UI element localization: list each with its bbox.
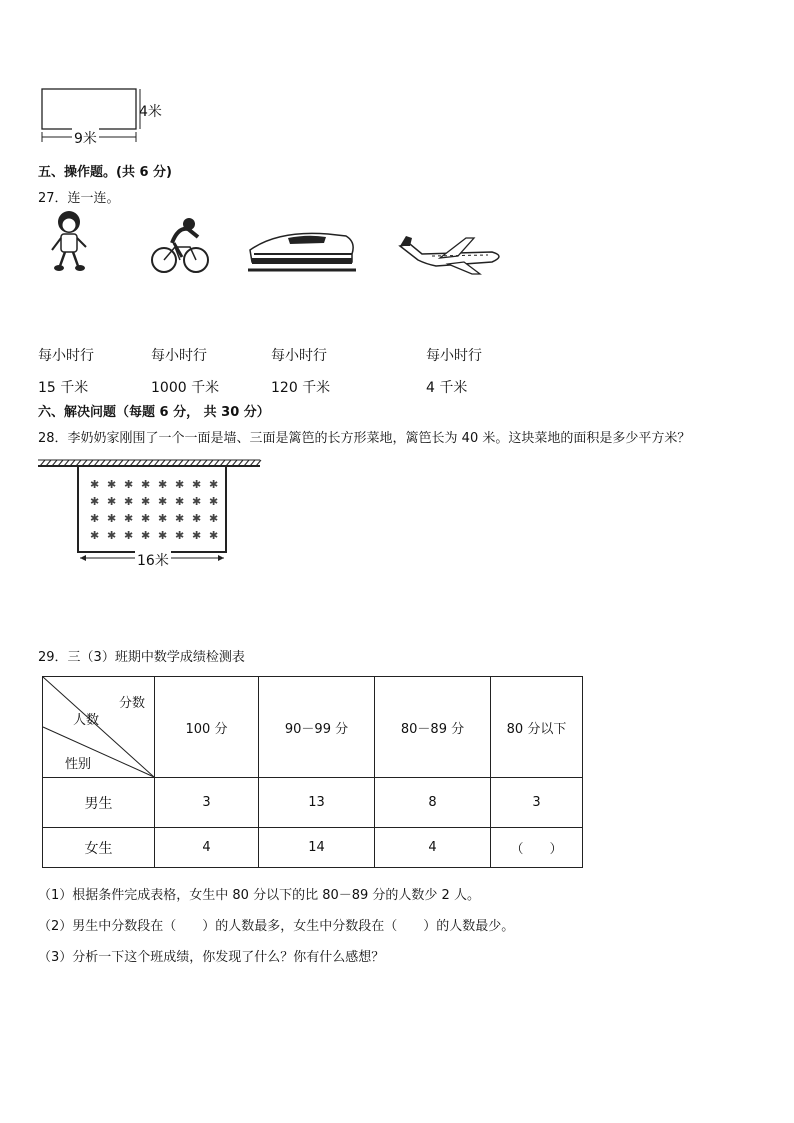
plant-mark: ✱ — [175, 478, 185, 491]
table-cell: 8 — [375, 778, 491, 828]
speed-card-1-line2: 15 千米 — [38, 380, 89, 396]
grade-table — [42, 676, 583, 868]
section-5-title: 五、操作题。(共 6 分) — [38, 165, 172, 180]
table-cell: 3 — [155, 778, 259, 828]
plant-mark: ✱ — [192, 529, 202, 542]
plant-mark: ✱ — [90, 495, 100, 508]
plant-mark: ✱ — [192, 495, 202, 508]
corner-label-gender: 性别 — [65, 757, 92, 772]
plant-mark: ✱ — [107, 478, 117, 491]
garden-length-label: 16米 — [135, 550, 171, 570]
airplane-picture — [396, 236, 508, 276]
answer-blank-cell[interactable]: （ ） — [491, 828, 583, 868]
rect-height-label: 4米 — [139, 104, 162, 120]
plant-mark: ✱ — [124, 478, 134, 491]
column-header: 80－89 分 — [375, 677, 491, 778]
q29-title: 29．三（3）班期中数学成绩检测表 — [38, 650, 245, 665]
table-cell: 4 — [375, 828, 491, 868]
q29-sub-question-3: （3）分析一下这个班成绩，你发现了什么？你有什么感想？ — [38, 950, 385, 965]
plant-mark: ✱ — [124, 529, 134, 542]
plant-mark: ✱ — [90, 512, 100, 525]
plant-mark: ✱ — [90, 529, 100, 542]
plant-mark: ✱ — [158, 512, 168, 525]
plant-mark: ✱ — [141, 529, 151, 542]
table-row — [43, 828, 583, 868]
rect-width-label: 9米 — [72, 128, 99, 148]
table-cell: 3 — [491, 778, 583, 828]
plant-mark: ✱ — [158, 495, 168, 508]
speed-card-2-line1: 每小时行 — [151, 348, 207, 364]
speed-card-4-line2: 4 千米 — [426, 380, 468, 396]
plant-mark: ✱ — [90, 478, 100, 491]
plant-mark: ✱ — [209, 495, 219, 508]
q29-sub-question-1: （1）根据条件完成表格，女生中 80 分以下的比 80－89 分的人数少 2 人。 — [38, 888, 480, 903]
table-cell: 4 — [155, 828, 259, 868]
plant-mark: ✱ — [124, 512, 134, 525]
row-label-boys: 男生 — [43, 778, 155, 828]
speed-card-3-line2: 120 千米 — [271, 380, 331, 396]
plant-mark: ✱ — [141, 512, 151, 525]
speed-card-3-line1: 每小时行 — [271, 348, 327, 364]
speed-card-4-line1: 每小时行 — [426, 348, 482, 364]
plant-mark: ✱ — [141, 478, 151, 491]
speed-card-2-line2: 1000 千米 — [151, 380, 220, 396]
q28-text: 28．李奶奶家刚围了一个一面是墙、三面是篱笆的长方形菜地，篱笆长为 40 米。这块菜地的面积是多少平方米？ — [38, 431, 691, 446]
q27-prompt: 27．连一连。 — [38, 191, 120, 206]
plant-mark: ✱ — [175, 512, 185, 525]
plant-mark: ✱ — [175, 495, 185, 508]
plant-mark: ✱ — [158, 478, 168, 491]
table-corner-cell — [43, 677, 155, 778]
cyclist-picture — [150, 217, 210, 275]
column-header: 90－99 分 — [259, 677, 375, 778]
table-cell: 14 — [259, 828, 375, 868]
plant-mark: ✱ — [107, 529, 117, 542]
plant-mark: ✱ — [124, 495, 134, 508]
plant-mark: ✱ — [141, 495, 151, 508]
corner-label-score: 分数 — [119, 696, 146, 711]
high-speed-train-picture — [248, 228, 358, 276]
column-header: 100 分 — [155, 677, 259, 778]
plant-mark: ✱ — [209, 529, 219, 542]
row-label-girls: 女生 — [43, 828, 155, 868]
plant-mark: ✱ — [209, 478, 219, 491]
plant-mark: ✱ — [107, 495, 117, 508]
corner-label-count: 人数 — [73, 713, 100, 728]
plant-mark: ✱ — [175, 529, 185, 542]
plant-mark: ✱ — [107, 512, 117, 525]
girl-walking-picture — [49, 210, 89, 272]
section-6-title: 六、解决问题（每题 6 分， 共 30 分） — [38, 405, 270, 420]
plant-mark: ✱ — [158, 529, 168, 542]
plant-mark: ✱ — [192, 478, 202, 491]
column-header: 80 分以下 — [491, 677, 583, 778]
plant-mark: ✱ — [209, 512, 219, 525]
speed-card-1-line1: 每小时行 — [38, 348, 94, 364]
plant-mark: ✱ — [192, 512, 202, 525]
table-row — [43, 778, 583, 828]
table-cell: 13 — [259, 778, 375, 828]
q29-sub-question-2: （2）男生中分数段在（ ）的人数最多，女生中分数段在（ ）的人数最少。 — [38, 919, 515, 934]
